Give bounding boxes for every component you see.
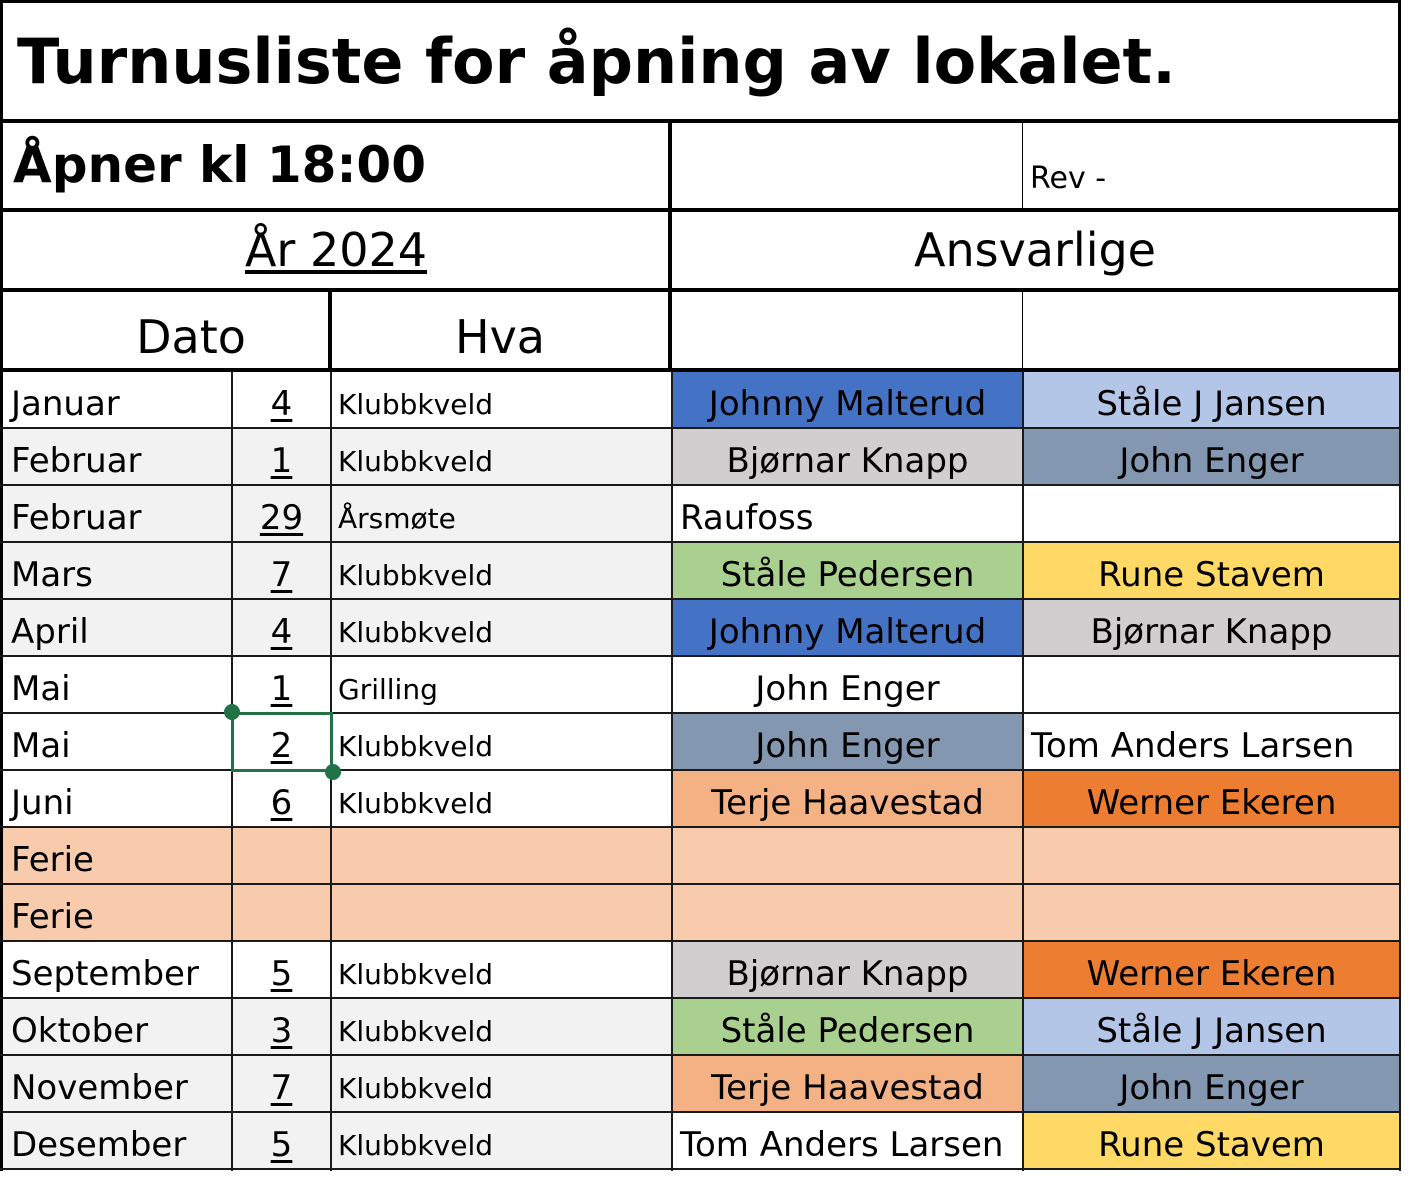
responsible-2-cell[interactable]: John Enger [1023, 1055, 1400, 1112]
responsible-1-cell[interactable]: Bjørnar Knapp [672, 428, 1023, 485]
border-line [0, 0, 1401, 3]
responsible-2-cell[interactable] [1023, 884, 1400, 941]
responsible-2-cell[interactable]: Tom Anders Larsen [1023, 713, 1400, 770]
month-cell[interactable]: Januar [3, 371, 232, 428]
month-cell[interactable]: Oktober [3, 998, 232, 1055]
day-cell[interactable]: 7 [232, 542, 331, 599]
month-cell[interactable]: Juni [3, 770, 232, 827]
month-cell[interactable]: Mars [3, 542, 232, 599]
responsible-1-cell[interactable]: Raufoss [672, 485, 1023, 542]
grid-line [0, 826, 1401, 828]
month-cell[interactable]: Ferie [3, 827, 232, 884]
border-line [0, 0, 3, 1171]
responsible-1-cell[interactable] [672, 884, 1023, 941]
year-label: År 2024 [244, 223, 428, 277]
day-cell[interactable]: 1 [232, 428, 331, 485]
border-line [0, 119, 1401, 123]
responsible-2-cell[interactable] [1023, 485, 1400, 542]
activity-cell[interactable]: Klubbkveld [331, 713, 672, 770]
responsible-2-cell[interactable] [1023, 827, 1400, 884]
border-line [668, 119, 672, 372]
grid-line [0, 883, 1401, 885]
activity-cell[interactable]: Klubbkveld [331, 1055, 672, 1112]
activity-cell[interactable]: Klubbkveld [331, 1112, 672, 1169]
revision-cell[interactable]: Rev - [1030, 161, 1107, 196]
border-line [0, 288, 1401, 292]
responsible-1-cell[interactable]: Johnny Malterud [672, 371, 1023, 428]
grid-line [0, 655, 1401, 657]
grid-line [1022, 371, 1024, 1171]
responsible-1-cell[interactable]: Bjørnar Knapp [672, 941, 1023, 998]
responsible-2-cell[interactable]: Ståle J Jansen [1023, 371, 1400, 428]
month-cell[interactable]: Ferie [3, 884, 232, 941]
responsible-2-cell[interactable]: Rune Stavem [1023, 1112, 1400, 1169]
grid-line [0, 541, 1401, 543]
activity-cell[interactable]: Klubbkveld [331, 371, 672, 428]
activity-cell[interactable]: Klubbkveld [331, 998, 672, 1055]
month-cell[interactable]: Mai [3, 656, 232, 713]
day-cell[interactable] [232, 884, 331, 941]
grid-line [1022, 123, 1023, 208]
border-line [1398, 0, 1401, 372]
what-column-header[interactable]: Hva [454, 310, 545, 364]
responsible-2-cell[interactable]: Ståle J Jansen [1023, 998, 1400, 1055]
activity-cell[interactable]: Klubbkveld [331, 941, 672, 998]
grid-line [0, 598, 1401, 600]
responsible-1-cell[interactable]: Ståle Pedersen [672, 542, 1023, 599]
cell-selection[interactable] [231, 712, 333, 772]
responsible-1-cell[interactable]: Johnny Malterud [672, 599, 1023, 656]
responsible-2-cell[interactable]: John Enger [1023, 428, 1400, 485]
responsible-1-cell[interactable]: Tom Anders Larsen [672, 1112, 1023, 1169]
sheet-title[interactable]: Turnusliste for åpning av lokalet. [17, 24, 1176, 98]
responsible-2-cell[interactable] [1023, 656, 1400, 713]
day-cell[interactable]: 5 [232, 941, 331, 998]
responsible-2-cell[interactable]: Werner Ekeren [1023, 941, 1400, 998]
responsible-1-cell[interactable]: John Enger [672, 713, 1023, 770]
grid-line [0, 1111, 1401, 1113]
month-cell[interactable]: Desember [3, 1112, 232, 1169]
border-line [328, 288, 332, 372]
responsible-1-cell[interactable]: Terje Haavestad [672, 1055, 1023, 1112]
grid-line [0, 712, 1401, 714]
selection-handle-top-left[interactable] [224, 704, 240, 720]
activity-cell[interactable]: Klubbkveld [331, 770, 672, 827]
day-cell[interactable] [232, 827, 331, 884]
month-cell[interactable]: Februar [3, 428, 232, 485]
responsible-2-cell[interactable]: Rune Stavem [1023, 542, 1400, 599]
day-cell[interactable]: 7 [232, 1055, 331, 1112]
grid-line [671, 371, 673, 1171]
grid-line [0, 484, 1401, 486]
day-cell[interactable]: 4 [232, 371, 331, 428]
responsible-2-cell[interactable]: Bjørnar Knapp [1023, 599, 1400, 656]
border-line [0, 368, 1401, 372]
selection-handle-bottom-right[interactable] [325, 764, 341, 780]
day-cell[interactable]: 3 [232, 998, 331, 1055]
day-cell[interactable]: 4 [232, 599, 331, 656]
activity-cell[interactable]: Årsmøte [331, 485, 672, 542]
responsible-1-cell[interactable]: Terje Haavestad [672, 770, 1023, 827]
day-cell[interactable]: 29 [232, 485, 331, 542]
grid-line [1399, 371, 1401, 1171]
activity-cell[interactable] [331, 827, 672, 884]
day-cell[interactable]: 5 [232, 1112, 331, 1169]
activity-cell[interactable]: Grilling [331, 656, 672, 713]
responsible-1-cell[interactable] [672, 827, 1023, 884]
month-cell[interactable]: Mai [3, 713, 232, 770]
grid-line [1022, 292, 1023, 368]
responsible-1-cell[interactable]: John Enger [672, 656, 1023, 713]
responsible-header[interactable]: Ansvarlige [914, 223, 1156, 277]
month-cell[interactable]: November [3, 1055, 232, 1112]
grid-line [0, 1168, 1401, 1170]
month-cell[interactable]: Februar [3, 485, 232, 542]
day-cell[interactable]: 1 [232, 656, 331, 713]
grid-line [0, 940, 1401, 942]
responsible-1-cell[interactable]: Ståle Pedersen [672, 998, 1023, 1055]
activity-cell[interactable]: Klubbkveld [331, 428, 672, 485]
grid-line [0, 1054, 1401, 1056]
opening-time-cell[interactable]: Åpner kl 18:00 [13, 136, 427, 194]
grid-line [0, 427, 1401, 429]
day-cell[interactable]: 2 [232, 713, 331, 770]
month-cell[interactable]: September [3, 941, 232, 998]
border-line [0, 208, 1401, 212]
grid-line [0, 769, 1401, 771]
responsible-2-cell[interactable]: Werner Ekeren [1023, 770, 1400, 827]
date-column-header[interactable]: Dato [136, 310, 246, 364]
month-cell[interactable]: April [3, 599, 232, 656]
grid-line [0, 997, 1401, 999]
day-cell[interactable]: 6 [232, 770, 331, 827]
activity-cell[interactable]: Klubbkveld [331, 599, 672, 656]
activity-cell[interactable] [331, 884, 672, 941]
empty-cell[interactable] [672, 122, 1022, 208]
activity-cell[interactable]: Klubbkveld [331, 542, 672, 599]
year-cell[interactable] [3, 212, 669, 288]
